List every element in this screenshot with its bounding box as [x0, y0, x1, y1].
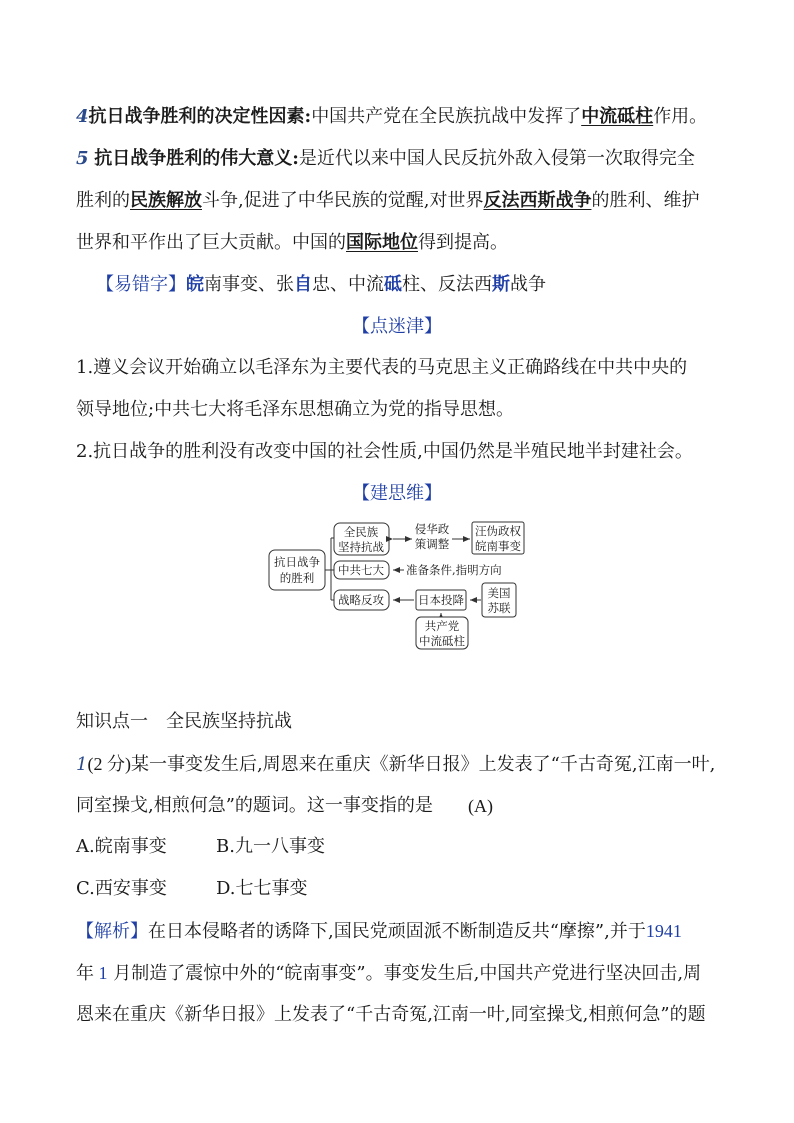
question-score: (2 分) — [87, 754, 131, 774]
point-title: 抗日战争胜利的决定性因素 — [88, 106, 305, 127]
svg-text:苏联: 苏联 — [487, 601, 511, 615]
option-a: A.皖南事变 — [76, 836, 167, 857]
point-number: 4 — [76, 106, 89, 127]
tip-2: 2.抗日战争的胜利没有改变中国的社会性质,中国仍然是半殖民地半封建社会。 — [76, 441, 693, 462]
svg-text:准备条件,指明方向: 准备条件,指明方向 — [406, 563, 502, 577]
svg-text:共产党: 共产党 — [424, 619, 460, 633]
section-title: 知识点一 全民族坚持抗战 — [76, 711, 292, 732]
question-1-line-2: 同室操戈,相煎何急”的题词。这一事变指的是 — [76, 795, 433, 816]
point-5-line-2: 胜利的民族解放斗争,促进了中华民族的觉醒,对世界反法西斯战争的胜利、维护 — [76, 190, 700, 211]
svg-text:皖南事变: 皖南事变 — [475, 539, 521, 553]
svg-text:中流砥柱: 中流砥柱 — [419, 634, 465, 648]
svg-text:侵华政: 侵华政 — [414, 522, 450, 536]
svg-text:汪伪政权: 汪伪政权 — [475, 524, 521, 538]
svg-text:全民族: 全民族 — [343, 525, 379, 539]
point-5-line-3: 世界和平作出了巨大贡献。中国的国际地位得到提高。 — [76, 232, 508, 253]
svg-text:日本投降: 日本投降 — [418, 593, 464, 607]
branch-bracket — [325, 538, 331, 600]
key-term: 中流砥柱 — [581, 106, 654, 127]
mindmap-heading: 【建思维】 — [352, 483, 442, 504]
svg-text:中共七大: 中共七大 — [338, 563, 384, 577]
analysis-line-2: 年 1 月制造了震惊中外的“皖南事变”。事变发生后,中国共产党进行坚决回击,周 — [76, 963, 702, 984]
point-4: 4抗日战争胜利的决定性因素:中国共产党在全民族抗战中发挥了中流砥柱作用。 — [76, 106, 708, 127]
tips-heading: 【点迷津】 — [352, 316, 442, 337]
typo-label: 【易错字】 — [96, 274, 186, 295]
svg-text:坚持抗战: 坚持抗战 — [338, 540, 384, 554]
key-term: 民族解放 — [130, 190, 202, 211]
option-c: C.西安事变 — [76, 878, 167, 899]
root-label-1: 抗日战争 — [274, 555, 320, 569]
key-term: 反法西斯战争 — [483, 190, 592, 211]
analysis-label: 【解析】 — [76, 921, 148, 942]
question-1: 1(2 分)某一事变发生后,周恩来在重庆《新华日报》上发表了“千古奇冤,江南一叶, — [76, 754, 716, 775]
tip-1-line-2: 领导地位;中共七大将毛泽东思想确立为党的指导思想。 — [76, 399, 515, 420]
question-number: 1 — [76, 754, 88, 775]
option-b: B.九一八事变 — [216, 836, 325, 857]
analysis-line-3: 恩来在重庆《新华日报》上发表了“千古奇冤,江南一叶,同室操戈,相煎何急”的题 — [76, 1004, 706, 1025]
point-5: 5 抗日战争胜利的伟大意义:是近代以来中国人民反抗外敌入侵第一次取得完全 — [76, 148, 695, 169]
tip-1-line-1: 1.遵义会议开始确立以毛泽东为主要代表的马克思主义正确路线在中共中央的 — [76, 357, 688, 378]
svg-text:美国: 美国 — [487, 586, 511, 600]
svg-text:策调整: 策调整 — [414, 537, 450, 551]
question-answer: (A) — [468, 796, 493, 816]
option-d: D.七七事变 — [216, 878, 308, 899]
typo-line: 【易错字】皖南事变、张自忠、中流砥柱、反法西斯战争 — [96, 274, 546, 295]
root-label-2: 的胜利 — [279, 571, 315, 585]
analysis-line-1: 【解析】在日本侵略者的诱降下,国民党顽固派不断制造反共“摩擦”,并于1941 — [76, 921, 682, 942]
point-title: 抗日战争胜利的伟大意义 — [94, 148, 293, 169]
svg-text:战略反攻: 战略反攻 — [338, 593, 384, 607]
point-number: 5 — [76, 148, 89, 169]
key-term: 国际地位 — [346, 232, 418, 253]
